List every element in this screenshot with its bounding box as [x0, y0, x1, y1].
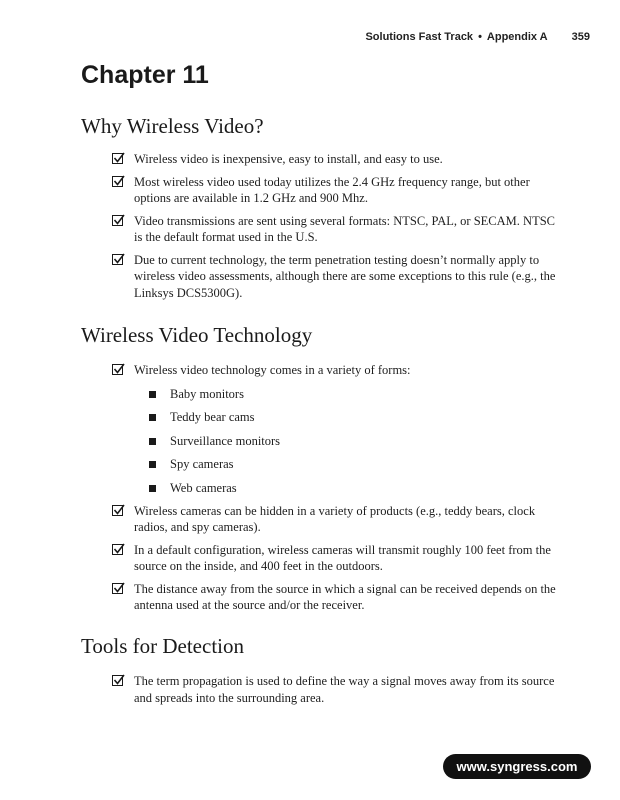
sub-list-item-text: Teddy bear cams — [170, 410, 255, 424]
checkbox-icon — [112, 544, 123, 555]
list-item-text: Most wireless video used today utilizes the 2.4 GHz frequency range, but other options are available in 1.2 GHz and 900 Mhz. — [134, 174, 530, 205]
square-bullet-icon — [149, 485, 156, 492]
square-bullet-icon — [149, 391, 156, 398]
sub-list-item-text: Spy cameras — [170, 457, 234, 471]
section-list-tools-for-detection — [112, 673, 557, 706]
chapter-title: Chapter 11 — [81, 61, 209, 89]
square-bullet-icon — [149, 414, 156, 421]
list-item-text: Due to current technology, the term penetration testing doesn’t normally apply to wireless video assessments, although there are some exceptions to this rule (e.g., the Linksys DCS5300G). — [134, 252, 556, 300]
checkbox-icon — [112, 254, 123, 265]
list-item-text: The distance away from the source in which a signal can be received depends on the antenna used at the source and/or the receiver. — [134, 581, 556, 612]
checkbox-icon — [112, 364, 123, 375]
running-head-bullet: • — [478, 31, 482, 43]
section-list-wireless-video-technology — [112, 362, 557, 614]
list-item — [112, 503, 557, 536]
checkbox-icon — [112, 505, 123, 516]
checkbox-icon — [112, 583, 123, 594]
sub-list-item — [112, 456, 557, 472]
sub-list-item-text: Surveillance monitors — [170, 433, 281, 448]
sub-list-item — [112, 433, 557, 449]
sub-list-item — [112, 386, 557, 402]
list-item — [112, 213, 557, 246]
list-item-text: Wireless cameras can be hidden in a variety of products (e.g., teddy bears, clock radios, and spy cameras). — [134, 503, 536, 534]
list-item-text: Wireless video technology comes in a variety of forms: — [134, 363, 411, 377]
website-badge: www.syngress.com — [443, 754, 591, 779]
checkbox-icon — [112, 176, 123, 187]
running-head-section: Solutions Fast Track — [365, 31, 474, 43]
list-item — [112, 673, 557, 706]
list-item-text: In a default configuration, wireless cameras will transmit roughly 100 feet from the source on the inside, and 400 feet in the outdoors. — [134, 542, 551, 573]
running-head — [365, 31, 590, 43]
sub-list-item — [112, 409, 557, 425]
list-item — [112, 174, 557, 207]
checkbox-icon — [112, 215, 123, 226]
section-title-wireless-video-technology: Wireless Video Technology — [81, 323, 313, 347]
section-list-why-wireless-video — [112, 151, 557, 301]
list-item-text: Wireless video is inexpensive, easy to install, and easy to use. — [134, 152, 443, 166]
square-bullet-icon — [149, 438, 156, 445]
section-title-tools-for-detection: Tools for Detection — [81, 634, 244, 658]
checkbox-icon — [112, 153, 123, 164]
list-item — [112, 151, 557, 168]
list-item — [112, 581, 557, 614]
section-title-why-wireless-video: Why Wireless Video? — [81, 114, 264, 138]
list-item-text: The term propagation is used to define the way a signal moves away from its source and spreads into the surrounding area. — [134, 674, 555, 705]
sub-list-item-text: Baby monitors — [170, 386, 244, 401]
checkbox-icon — [112, 675, 123, 686]
page-number: 359 — [571, 31, 590, 43]
list-item — [112, 542, 557, 575]
list-item — [112, 252, 557, 302]
sub-list-item-text: Web cameras — [170, 480, 237, 495]
list-item — [112, 362, 557, 379]
square-bullet-icon — [149, 461, 156, 468]
list-item-text: Video transmissions are sent using several formats: NTSC, PAL, or SECAM. NTSC is the default format used in the U.S. — [134, 213, 555, 244]
running-head-appendix: Appendix A — [486, 31, 548, 43]
sub-list-item — [112, 480, 557, 496]
